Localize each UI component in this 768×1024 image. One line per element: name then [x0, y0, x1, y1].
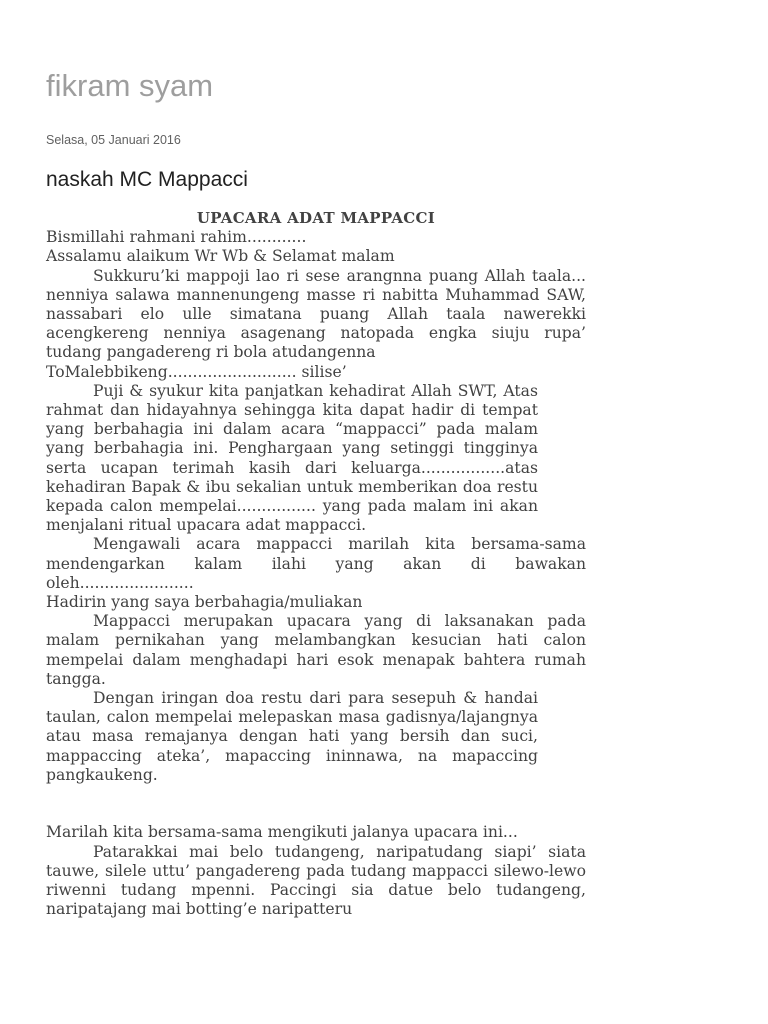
paragraph-patarakkai: Patarakkai mai belo tudangeng, naripatudang siapi’ siata tauwe, silele uttu’ pangadereng pada tudang mappacci silewo-lewo riwenni tudang mpenni. Paccingi sia datue belo tudangeng, naripatajang mai botting’e naripatteru: [46, 842, 586, 919]
paragraph-mappacci-meaning: Mappacci merupakan upacara yang di laksanakan pada malam pernikahan yang melambangkan kesucian hati calon mempelai dalam menghadapi hari esok menapak bahtera rumah tangga.: [46, 612, 586, 688]
paragraph-doa-restu: Dengan iringan doa restu dari para sesepuh & handai taulan, calon mempelai melepaskan masa gadisnya/lajangnya atau masa remajanya dengan hati yang bersih dan suci, mappaccing ateka’, mapaccing ininnawa, na mapaccing pangkaukeng.: [46, 689, 538, 784]
paragraph-tomalebbikeng: ToMalebbikeng.......................... silise’: [46, 362, 347, 381]
paragraph-spacer: [46, 785, 586, 823]
paragraph-hadirin: Hadirin yang saya berbahagia/muliakan: [46, 593, 363, 612]
blog-title[interactable]: fikram syam: [46, 68, 214, 103]
post-body: [46, 209, 586, 920]
post-date: Selasa, 05 Januari 2016: [46, 133, 181, 147]
post-title[interactable]: naskah MC Mappacci: [46, 168, 248, 191]
post-heading: UPACARA ADAT MAPPACCI: [196, 209, 436, 227]
paragraph-sukkuru: Sukkuru’ki mappoji lao ri sese arangnna puang Allah taala... nenniya salawa mannenungeng masse ri nabitta Muhammad SAW, nassabari elo ulle simatana puang Allah taala nawerekki acengkereng nenniya asagenang natopada engka siuju rupa’ tudang pangadereng ri bola atudangenna: [46, 266, 586, 362]
paragraph-puji-syukur: Puji & syukur kita panjatkan kehadirat Allah SWT, Atas rahmat dan hidayahnya sehingga kita dapat hadir di tempat yang berbahagia ini dalam acara “mappacci” pada malam yang berbahagia ini. Penghargaan yang setinggi tingginya serta ucapan terimah kasih dari keluarga.................atas kehadiran Bapak & ibu sekalian untuk memberikan doa restu kepada calon mempelai................ yang pada malam ini akan menjalani ritual upacara adat mappacci.: [46, 381, 538, 535]
paragraph-marilah: Marilah kita bersama-sama mengikuti jalanya upacara ini...: [46, 823, 518, 842]
paragraph-mengawali: Mengawali acara mappacci marilah kita bersama-sama mendengarkan kalam ilahi yang akan di bawakan oleh.......................: [46, 535, 586, 592]
paragraph-greeting: Assalamu alaikum Wr Wb & Selamat malam: [46, 247, 395, 266]
paragraph-basmalah: Bismillahi rahmani rahim............: [46, 228, 307, 247]
